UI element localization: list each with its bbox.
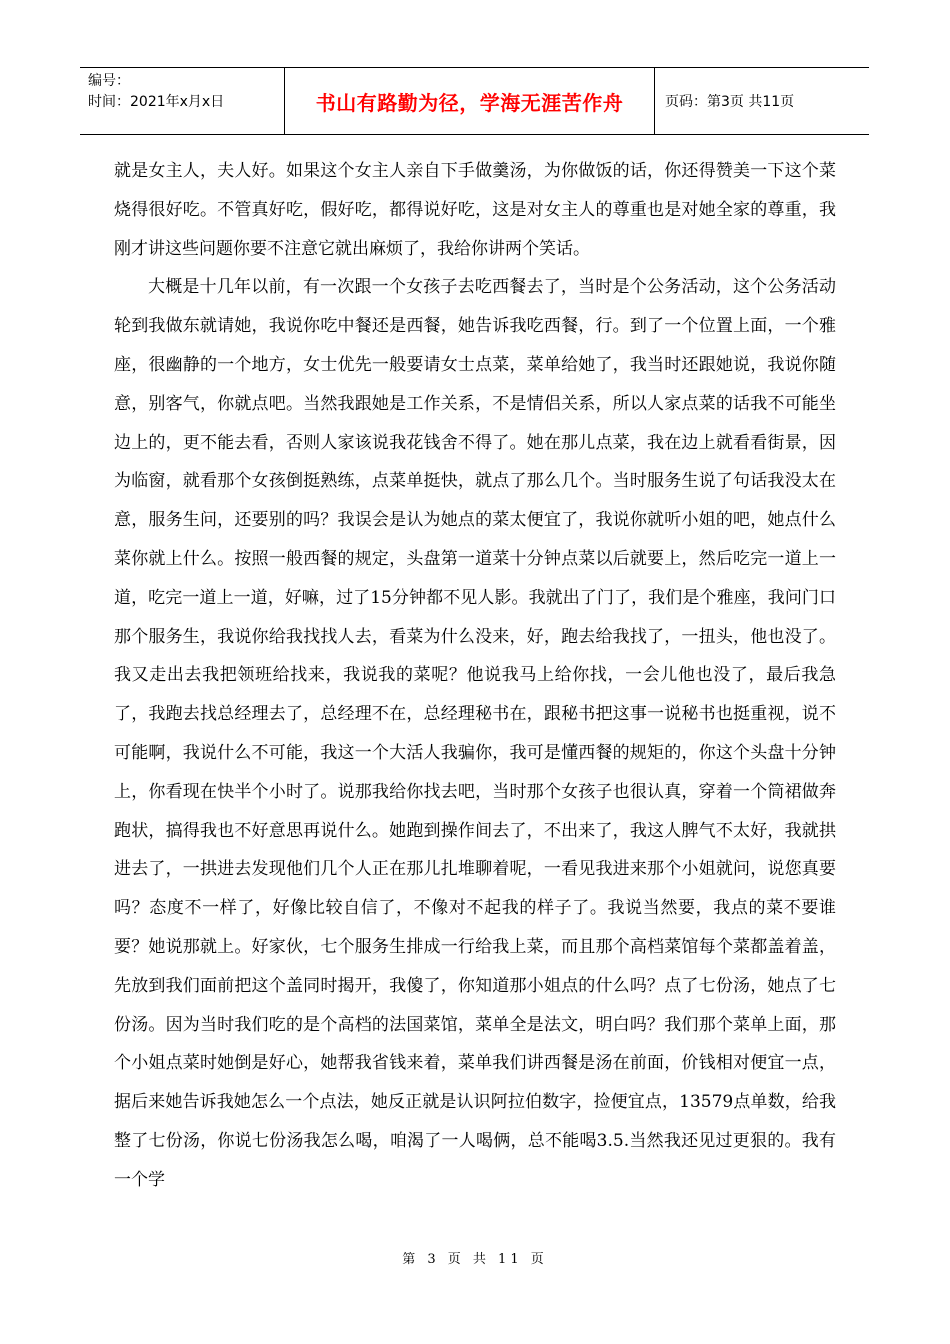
paragraph-story: 大概是十几年以前，有一次跟一个女孩子去吃西餐去了，当时是个公务活动，这个公务活动轮到我做东就请她，我说你吃中餐还是西餐，她告诉我吃西餐，行。到了一个位置上面，一个雅座，很幽静的一个地方，女士优先一般要请女士点菜，菜单给她了，我当时还跟她说，我说你随意，别客气，你就点吧。当然我跟她是工作关系，不是情侣关系，所以人家点菜的话我不可能坐边上的，更不能去看，否则人家该说我花钱舍不得了。她在那儿点菜，我在边上就看看街景，因为临窗，就看那个女孩倒挺熟练，点菜单挺快，就点了那么几个。当时服务生说了句话我没太在意，服务生问，还要别的吗？我误会是认为她点的菜太便宜了，我说你就听小姐的吧，她点什么菜你就上什么。按照一般西餐的规定，头盘第一道菜十分钟点菜以后就要上，然后吃完一道上一道，吃完一道上一道，好嘛，过了15分钟都不见人影。我就出了门了，我们是个雅座，我问门口那个服务生，我说你给我找找人去，看菜为什么没来，好，跑去给我找了，一扭头，他也没了。我又走出去我把领班给找来，我说我的菜呢？他说我马上给你找，一会儿他也没了，最后我急了，我跑去找总经理去了，总经理不在，总经理秘书在，跟秘书把这事一说秘书也挺重视，说不可能啊，我说什么不可能，我这一个大活人我骗你，我可是懂西餐的规矩的，你这个头盘十分钟上，你看现在快半个小时了。说那我给你找去吧，当时那个女孩子也很认真，穿着一个筒裙做奔跑状，搞得我也不好意思再说什么。她跑到操作间去了，不出来了，我这人脾气不太好，我就拱进去了，一拱进去发现他们几个人正在那儿扎堆聊着呢，一看见我进来那个小姐就问，说您真要吗？态度不一样了，好像比较自信了，不像对不起我的样子了。我说当然要，我点的菜不要谁要？她说那就上。好家伙，七个服务生排成一行给我上菜，而且那个高档菜馆每个菜都盖着盖，先放到我们面前把这个盖同时揭开，我傻了，你知道那小姐点的什么吗？点了七份汤，她点了七份汤。因为当时我们吃的是个高档的法国菜馆，菜单全是法文，明白吗？我们那个菜单上面，那个小姐点菜时她倒是好心，她帮我省钱来着，菜单我们讲西餐是汤在前面，价钱相对便宜一点，据后来她告诉我她怎么一个点法，她反正就是认识阿拉伯数字，捡便宜点，13579点单数，给我整了七份汤，你说七份汤我怎么喝，咱渴了一人喝俩，总不能喝3.5.当然我还见过更狠的。我有一个学 — [114, 277, 836, 1190]
page-footer: 第 3 页 共 11 页 — [402, 1252, 548, 1267]
date-label: 时间：2021年x月x日 — [88, 94, 225, 110]
serial-number-label: 编号： — [88, 73, 130, 89]
header-meta-cell — [80, 68, 285, 134]
header-motto: 书山有路勤为径，学海无涯苦作舟 — [285, 68, 655, 134]
paragraph-continued: 就是女主人，夫人好。如果这个女主人亲自下手做羹汤，为你做饭的话，你还得赞美一下这个菜烧得很好吃。不管真好吃，假好吃，都得说好吃，这是对女主人的尊重也是对她全家的尊重，我刚才讲这些问题你要不注意它就出麻烦了，我给你讲两个笑话。 — [114, 161, 836, 259]
header-page-number: 页码：第3页 共11页 — [665, 94, 795, 110]
document-header — [80, 67, 869, 135]
document-body — [114, 152, 836, 1200]
